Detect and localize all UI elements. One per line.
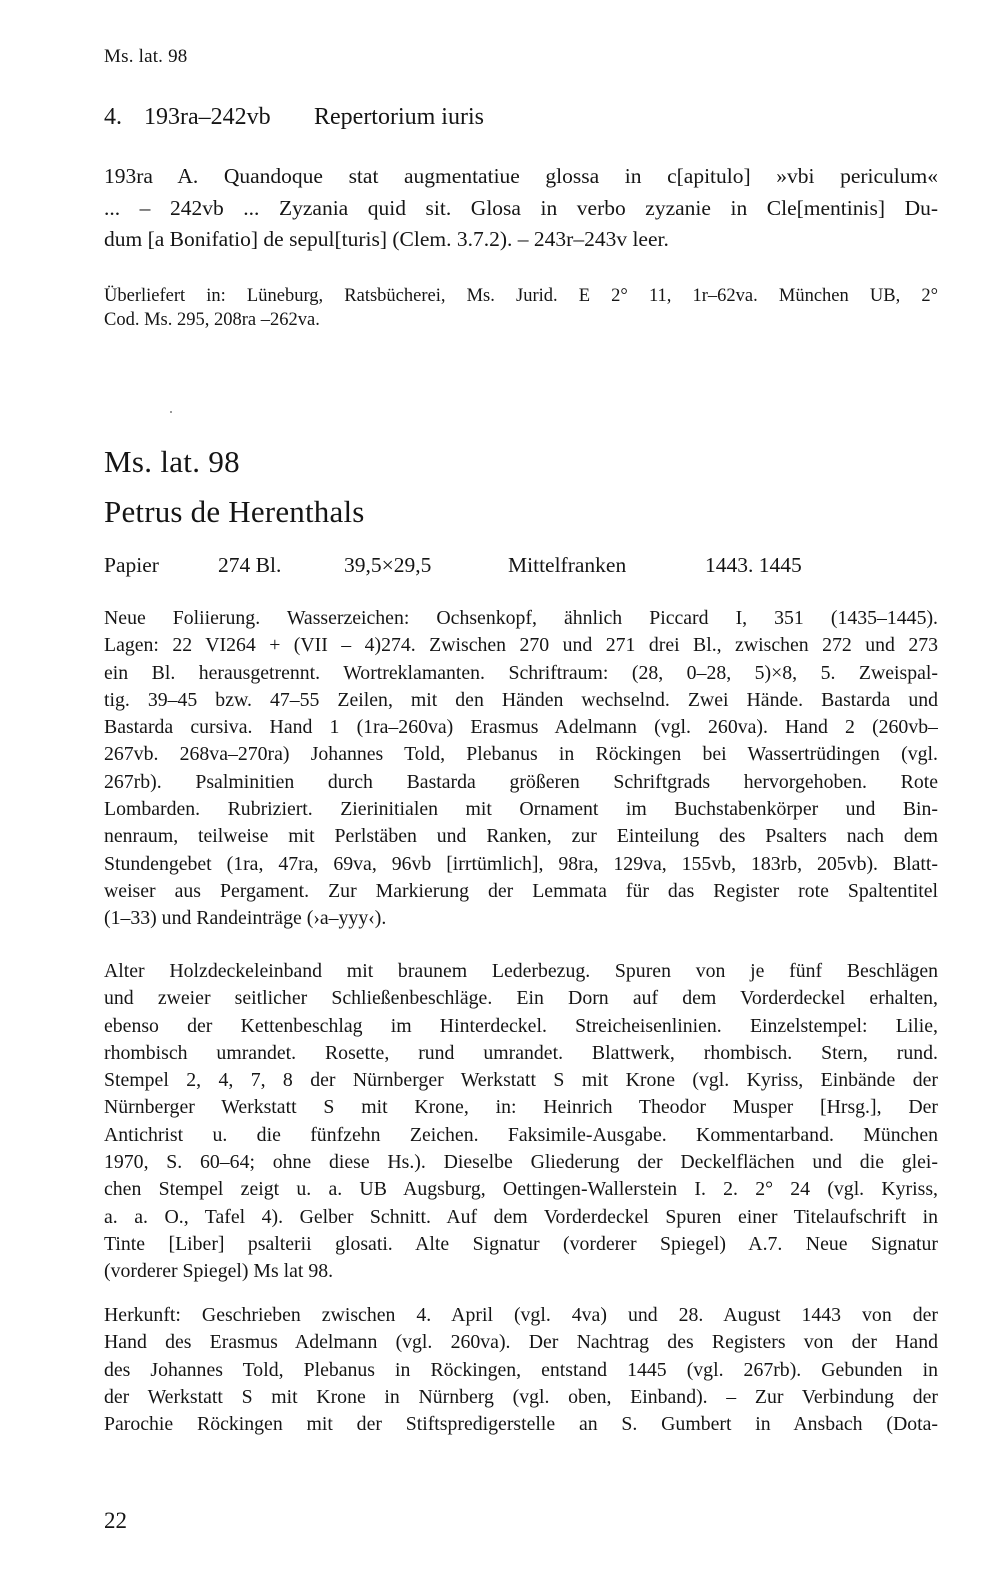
text-line: tig. 39–45 bzw. 47–55 Zeilen, mit den Händen wechselnd. Zwei Hände. Bastarda und xyxy=(104,688,938,711)
text-line: (vorderer Spiegel) Ms lat 98. xyxy=(104,1260,334,1283)
text-line: (1–33) und Randeinträge (›a–yyy‹). xyxy=(104,907,387,930)
item-heading xyxy=(104,104,484,131)
leaf-count: 274 Bl. xyxy=(218,553,282,577)
tradition-note xyxy=(104,284,938,332)
item-incipit-explicit xyxy=(104,161,938,256)
running-head: Ms. lat. 98 xyxy=(104,46,188,67)
text-line: 267rb). Psalminitien durch Bastarda größeren Schriftgrads hervorgehoben. Rote xyxy=(104,770,938,793)
text-line: ebenso der Kettenbeschlag im Hinterdeckel. Streicheisenlinien. Einzelstempel: Lilie, xyxy=(104,1014,938,1037)
text-line: Neue Foliierung. Wasserzeichen: Ochsenkopf, ähnlich Piccard I, 351 (1435–1445). xyxy=(104,607,938,629)
text-line: nenraum, teilweise mit Perlstäben und Ranken, zur Einteilung des Psalters nach dem xyxy=(104,825,938,848)
text-line: Nürnberger Werkstatt S mit Krone, in: Heinrich Theodor Musper [Hrsg.], Der xyxy=(104,1096,938,1119)
text-line: des Johannes Told, Plebanus in Röckingen, entstand 1445 (vgl. 267rb). Gebunden in xyxy=(104,1358,938,1381)
text-line: Bastarda cursiva. Hand 1 (1ra–260va) Erasmus Adelmann (vgl. 260va). Hand 2 (260vb– xyxy=(104,716,938,739)
text-line: Lombarden. Rubriziert. Zierinitialen mit Ornament im Buchstabenkörper und Bin- xyxy=(104,798,938,821)
text-line: Parochie Röckingen mit der Stiftspredigerstelle an S. Gumbert in Ansbach (Dota- xyxy=(104,1413,938,1436)
text-line: Cod. Ms. 295, 208ra –262va. xyxy=(104,310,320,330)
text-line: Antichrist u. die fünfzehn Zeichen. Faksimile-Ausgabe. Kommentarband. München xyxy=(104,1123,938,1146)
text-line: 193ra A. Quandoque stat augmentatiue glossa in c[apitulo] »vbi periculum« xyxy=(104,164,938,188)
manuscript-author: Petrus de Herenthals xyxy=(104,494,365,529)
text-line: und zweier seitlicher Schließenbeschläge. Ein Dorn auf dem Vorderdeckel erhalten, xyxy=(104,987,938,1010)
text-line: Lagen: 22 VI264 + (VII – 4)274. Zwischen 270 und 271 drei Bl., zwischen 272 und 273 xyxy=(104,634,938,657)
text-line: der Werkstatt S mit Krone in Nürnberg (vgl. oben, Einband). – Zur Verbindung der xyxy=(104,1385,938,1408)
catalogue-page xyxy=(104,0,938,1579)
description-provenance xyxy=(104,1302,938,1438)
text-line: ein Bl. herausgetrennt. Wortreklamanten. Schriftraum: (28, 0–28, 5)×8, 5. Zweispal- xyxy=(104,661,938,684)
text-line: 267vb. 268va–270ra) Johannes Told, Plebanus in Röckingen bei Wassertrüdingen (vgl. xyxy=(104,743,938,766)
text-line: a. a. O., Tafel 4). Gelber Schnitt. Auf dem Vorderdeckel Spuren einer Titelaufschrift in xyxy=(104,1205,938,1228)
dates: 1443. 1445 xyxy=(705,553,802,577)
text-line: chen Stempel zeigt u. a. UB Augsburg, Oettingen-Wallerstein I. 2. 2° 24 (vgl. Kyriss, xyxy=(104,1178,938,1201)
description-binding xyxy=(104,958,938,1286)
text-line: ... – 242vb ... Zyzania quid sit. Glosa in verbo zyzanie in Cle[mentinis] Du- xyxy=(104,195,938,220)
origin: Mittelfranken xyxy=(508,553,627,577)
text-line: Alter Holzdeckeleinband mit braunem Lederbezug. Spuren von je fünf Beschlägen xyxy=(104,960,938,982)
text-line: Überliefert in: Lüneburg, Ratsbücherei, Ms. Jurid. E 2° 11, 1r–62va. München UB, 2° xyxy=(104,286,938,306)
description-codicology xyxy=(104,605,938,933)
text-line: 1970, S. 60–64; ohne diese Hs.). Dieselbe Gliederung der Deckelflächen und die glei- xyxy=(104,1151,938,1174)
item-folios: 193ra–242vb xyxy=(144,104,271,130)
item-title: Repertorium iuris xyxy=(314,104,484,130)
text-line: Herkunft: Geschrieben zwischen 4. April (vgl. 4va) und 28. August 1443 von der xyxy=(104,1304,938,1326)
stray-dot xyxy=(170,411,172,413)
item-number: 4. xyxy=(104,104,122,130)
text-line: Tinte [Liber] psalterii glosati. Alte Signatur (vorderer Spiegel) A.7. Neue Signatur xyxy=(104,1232,938,1255)
text-line: weiser aus Pergament. Zur Markierung der Lemmata für das Register rote Spaltentitel xyxy=(104,879,938,902)
material: Papier xyxy=(104,553,159,577)
text-line: rhombisch umrandet. Rosette, rund umrandet. Blattwerk, rhombisch. Stern, rund. xyxy=(104,1041,938,1064)
text-line: Stempel 2, 4, 7, 8 der Nürnberger Werkstatt S mit Krone (vgl. Kyriss, Einbände der xyxy=(104,1069,938,1092)
text-line: Hand des Erasmus Adelmann (vgl. 260va). Der Nachtrag des Registers von der Hand xyxy=(104,1331,938,1354)
manuscript-shelfmark: Ms. lat. 98 xyxy=(104,444,240,479)
text-line: dum [a Bonifatio] de sepul[turis] (Clem. 3.7.2). – 243r–243v leer. xyxy=(104,227,669,251)
dimensions: 39,5×29,5 xyxy=(344,553,432,577)
text-line: Stundengebet (1ra, 47ra, 69va, 96vb [irrtümlich], 98ra, 129va, 155vb, 183rb, 205vb). Blatt- xyxy=(104,852,938,875)
page-number: 22 xyxy=(104,1508,127,1533)
